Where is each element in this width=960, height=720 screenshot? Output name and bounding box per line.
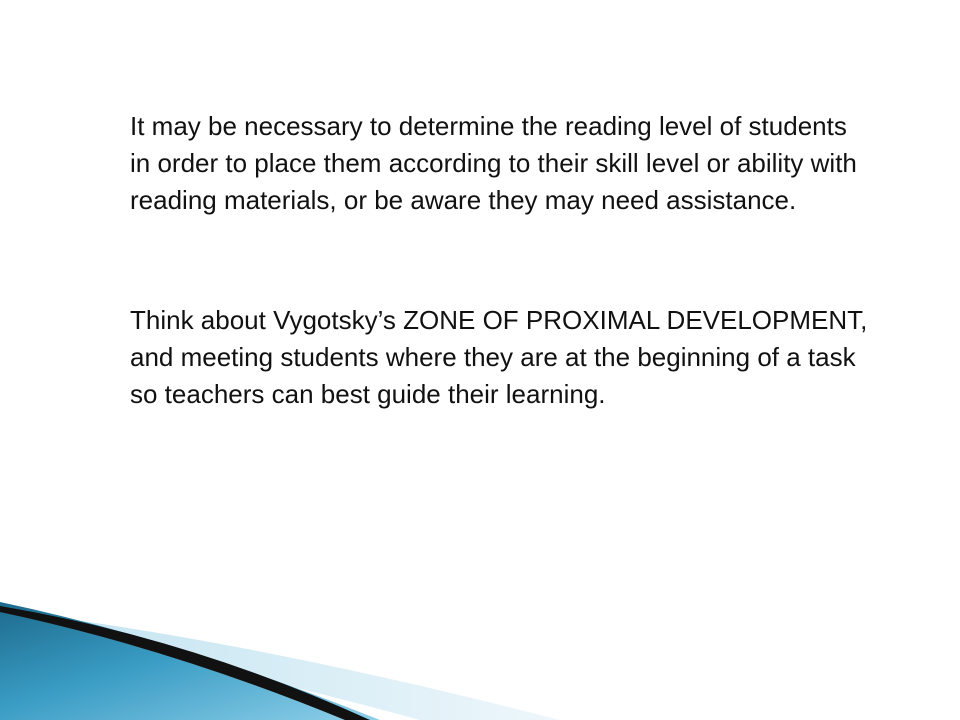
paragraph-zpd: Think about Vygotsky’s ZONE OF PROXIMAL DEVELOPMENT, and meeting students where they are at the beginning of a task so teachers can best guide their learning. [130,305,868,409]
paragraph-reading-level: It may be necessary to determine the reading level of students in order to place them according to their skill level or ability with reading materials, or be aware they may need assistance. [130,111,857,215]
slide-body [130,108,870,413]
